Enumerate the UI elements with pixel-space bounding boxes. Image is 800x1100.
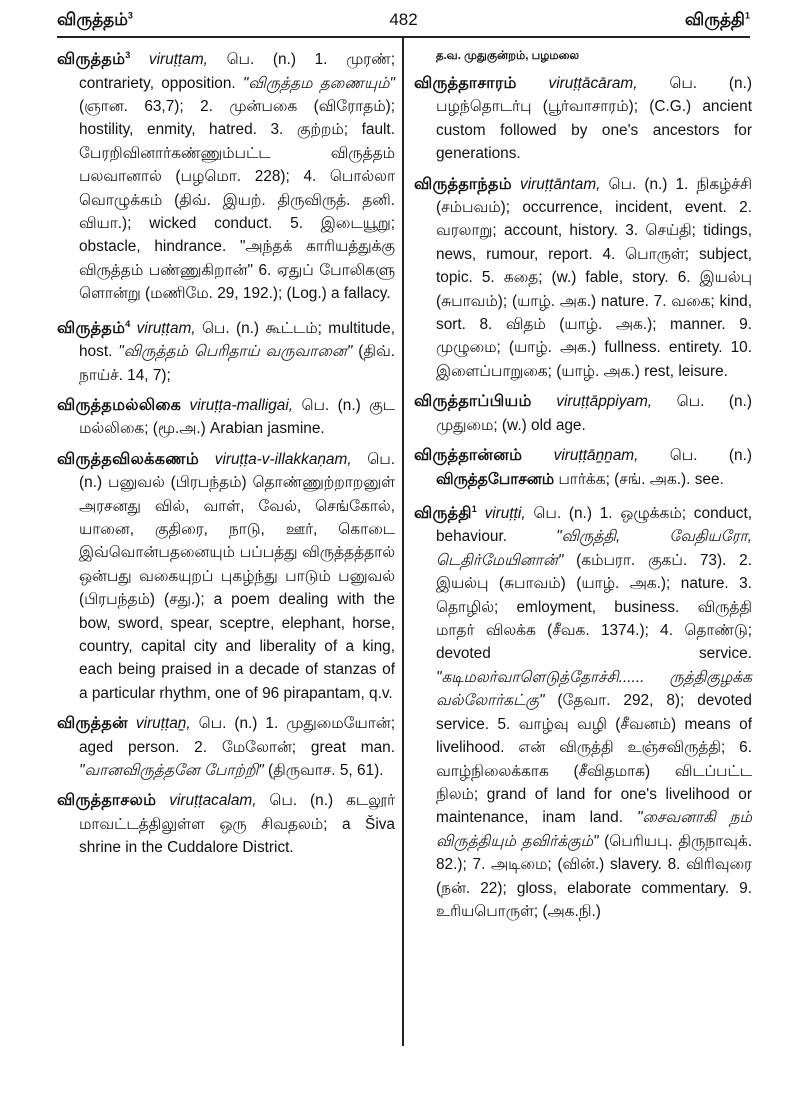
page-number: 482 [389, 10, 418, 29]
headword: விருத்தாப்பியம் [414, 393, 532, 411]
citation-quote: "சைவனாகி நம் விருத்தியும் தவிர்க்கும்" [436, 809, 753, 850]
homograph-number: 3 [125, 50, 131, 60]
definition-text: பெ. (n.) முதுமை; (w.) old age. [436, 393, 752, 434]
headword: விருத்தான்னம் [414, 447, 523, 465]
cross-reference: விருத்தபோசனம் [436, 470, 555, 488]
definition-text: பார்க்க; (சங். அக.). see. [554, 470, 724, 488]
dictionary-entry [414, 72, 752, 166]
headword: விருத்தம் [57, 319, 126, 337]
transliteration: viruṭṭam, [148, 51, 208, 69]
dictionary-entry [414, 390, 752, 437]
transliteration: viruṭṭāntam, [520, 175, 601, 193]
definition-text: பெ. (n.) பனுவல் (பிரபந்தம்) தொண்ணுற்றாறனுள் அரசனது வில், வாள், வேல், செங்கோல், யானை, குதிரை, நாடு, ஊர், கொடை இவ்வொன்பதனையும் பப்பத்து விருத்தத்தால் ஒன்பது வகையுறப் புகழ்ந்து பாடும் பனுவல் (பிரபந்தம்) (சது.); a poem dealing with the bow, sword, spear, sceptre, elephant, horse, country, capital city and liberality of a king, each being praised in a decade of stanzas of a particular rhythm, one of 96 pirapantam, q.v. [79, 450, 395, 702]
transliteration: viruṭṭa-malligai, [189, 396, 294, 414]
left-column [57, 44, 395, 867]
transliteration: viruṭṭi, [484, 505, 526, 523]
definition-text: (திருவாச. 5, 61). [263, 762, 384, 780]
continuation-text: த.வ. முதுகுன்றம், பழமலை [436, 50, 580, 62]
left-guide-word: விருத்தம்$^3$ [57, 10, 133, 29]
transliteration: viruṭṭacalam, [169, 792, 257, 810]
transliteration: viruṭṭācāram, [548, 75, 638, 92]
right-guide-word: விருத்தி$^1$ [684, 10, 750, 29]
dictionary-entry [414, 444, 752, 491]
citation-quote: "விருத்தம தணையும்" [242, 74, 395, 92]
headword: விருத்தம் [57, 51, 126, 69]
headword: விருத்தமல்லிகை [57, 396, 182, 414]
citation-quote: "விருத்தி, வேதியரோ, டெதிர்மேயினான்" [436, 528, 752, 569]
definition-text: பெ. (n.) 1. நிகழ்ச்சி (சம்பவம்); occurrence, incident, event. 2. வரலாறு; account, history. 3. செய்தி; tidings, news, rumour, report. 4. பொருள்; subject, topic. 5. கதை; (w.) fable, story. 6. இயல்பு (சுபாவம்); (யாழ். அக.) nature. 7. வகை; kind, sort. 8. விதம் (யாழ். அக.); manner. 9. முழுமை; (யாழ். அக.) fullness. entirety. 10. இளைப்பாறுகை; (யாழ். அக.) rest, leisure. [436, 175, 753, 380]
definition-text: (பெரியபு. திருநாவுக். 82.); 7. அடிமை; (வின்.) slavery. 8. விரிவுரை (நன். 22); gloss, elaborate commentary. 9. உரியபொருள்; (அக.நி.) [436, 832, 752, 920]
headword: விருத்தாந்தம் [414, 175, 512, 193]
transliteration: viruṭṭam, [136, 319, 196, 337]
headword: விருத்தவிலக்கணம் [57, 450, 200, 468]
dictionary-entry [57, 313, 395, 387]
definition-text: (கம்பரா. குகப். 73). 2. இயல்பு (சுபாவம்) (யாழ். அக.); nature. 3. தொழில்; emloyment, business. விருத்தி மாதர் விலக்க (சீவக. 1374.); 4. தொண்டு; devoted service. [436, 551, 752, 663]
definition-text: பெ. (n.) கூட்டம்; multitude, host. [79, 319, 396, 361]
definition-text: பெ. (n.) 1. முரண்; contrariety, opposition. [79, 51, 395, 92]
definition-text: பெ. (n.) [669, 447, 752, 465]
definition-text: (திவ். நாய்ச். 14, 7); [79, 343, 395, 384]
definition-text: பெ. (n.) 1. ஒழுக்கம்; conduct, behaviour. [436, 505, 752, 546]
definition-text: (ஞான. 63,7); 2. முன்பகை (விரோதம்); hostility, enmity, hatred. 3. குற்றம்; fault. பேரறிவினார்கண்ணும்பட்ட விருத்தம் பலவானால் (பழமொ. 228); 4. பொல்லா வொழுக்கம் (திவ். இயற். திருவிருத். தனி. வியா.); wicked conduct. 5. இடையூறு; obstacle, hindrance. "அந்தக் காரியத்துக்கு விருத்தம் பண்ணுகிறான்" 6. ஏதுப் போலிகளு ளொன்று (மணிமே. 29, 192.); (Log.) a fallacy. [79, 97, 395, 303]
definition-text: பெ. (n.) பழந்தொடர்பு (பூர்வாசாரம்); (C.G.) ancient custom followed by one's ancestors for generations. [436, 75, 752, 163]
dictionary-entry [57, 394, 395, 441]
definition-text: (தேவா. 292, 8); devoted service. 5. வாழ்வு வழி (சீவனம்) means of livelihood. என் விருத்தி உஞ்சவிருத்தி; 6. வாழ்நிலைக்காக (சீவிதமாக) விடப்பட்ட நிலம்; grand of land for one's livelihood or maintenance, inam land. [436, 692, 752, 827]
homograph-number: 4 [125, 318, 131, 329]
definition-text: பெ. (n.) குட மல்லிகை; (மூ.அ.) Arabian jasmine. [79, 396, 395, 438]
dictionary-entry [57, 712, 395, 782]
dictionary-entry [414, 173, 752, 384]
citation-quote: "வானவிருத்தனே போற்றி" [79, 762, 264, 780]
transliteration: viruṭṭa-v-illakkaṇam, [214, 450, 352, 468]
dictionary-entry [57, 44, 395, 306]
dictionary-entry [57, 448, 395, 705]
definition-text: பெ. (n.) கடலூர் மாவட்டத்திலுள்ள ஒரு சிவதலம்; a Šiva shrine in the Cuddalore District. [79, 792, 395, 857]
definition-text: பெ. (n.) 1. முதுமையோன்; aged person. 2. மேலோன்; great man. [79, 715, 395, 756]
headword: விருத்தன் [57, 715, 128, 733]
dictionary-entry [414, 498, 752, 923]
transliteration: viruṭṭaṉ, [135, 715, 191, 733]
transliteration: viruṭṭāppiyam, [556, 393, 653, 411]
right-column [414, 44, 752, 930]
column-divider [402, 38, 404, 1046]
headword: விருத்தி [414, 505, 472, 523]
citation-quote: "கடிமலர்வாளெடுத்தோச்சி...... ருத்திகுழக்க வல்லோர்கட்கு" [436, 668, 752, 710]
headword: விருத்தாசலம் [57, 792, 157, 810]
running-header [57, 6, 750, 38]
homograph-number: 1 [471, 503, 477, 514]
headword: விருத்தாசாரம் [414, 75, 517, 92]
dictionary-entry [57, 789, 395, 859]
citation-quote: "விருத்தம் பெரிதாய் வருவானை" [118, 343, 353, 361]
transliteration: viruṭṭāṉṉam, [553, 447, 639, 465]
